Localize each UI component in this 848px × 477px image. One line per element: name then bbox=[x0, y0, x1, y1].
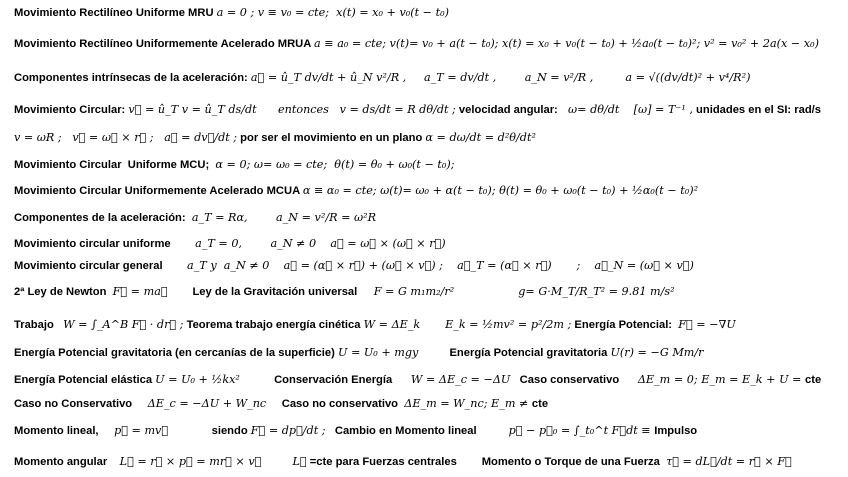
line-formula: U = U₀ + ½kx² bbox=[155, 373, 240, 386]
formula-line bbox=[14, 424, 697, 438]
line-label: Componentes intrínsecas de la aceleración: bbox=[14, 72, 251, 84]
formula-line bbox=[14, 455, 792, 469]
line-formula: ΔE_m = W_nc; E_m ≠ bbox=[404, 397, 532, 410]
line-formula: W = ΔE_c = −ΔU bbox=[410, 373, 511, 386]
formula-line bbox=[14, 131, 536, 145]
line-formula: W = ∫_A^B F⃗ · dr⃗ ; bbox=[63, 318, 184, 331]
formula-line bbox=[14, 346, 704, 360]
line-formula: a_T y a_N ≠ 0 a⃗ = (α⃗ × r⃗) + (ω⃗ × v⃗) ; a⃗_T = (α⃗ × r⃗) ; a⃗_N = (ω⃗ × v⃗) bbox=[165, 259, 694, 272]
formula-line bbox=[14, 397, 548, 411]
line-label: Caso conservativo bbox=[510, 374, 638, 386]
line-formula: F⃗ = ma⃗ bbox=[112, 285, 168, 298]
line-label: Movimiento circular general bbox=[14, 260, 166, 272]
line-label: 2ª Ley de Newton bbox=[14, 286, 113, 298]
line-formula: a = 0 ; v ≡ v₀ = cte; x(t) = x₀ + v₀(t − t₀) bbox=[216, 6, 449, 19]
line-formula: L⃗ bbox=[292, 455, 307, 468]
line-label: Trabajo bbox=[14, 319, 64, 331]
line-label: Movimiento Rectilíneo Uniforme MRU bbox=[14, 7, 217, 19]
line-label: cte bbox=[531, 398, 549, 410]
line-formula: a_T = 0, a_N ≠ 0 a⃗ = ω⃗ × (ω⃗ × r⃗) bbox=[173, 237, 446, 250]
line-label: unidades en el SI: rad/s bbox=[692, 104, 822, 116]
line-formula: α = dω/dt = d²θ/dt² bbox=[425, 131, 536, 144]
line-formula: F = G m₁m₂/r² bbox=[366, 285, 455, 298]
line-formula: L⃗ = r⃗ × p⃗ = mr⃗ × v⃗ bbox=[119, 455, 262, 468]
line-formula: a ≡ a₀ = cte; v(t)= v₀ + a(t − t₀); x(t) = x₀ + v₀(t − t₀) + ½a₀(t − t₀)²; v² = v₀² + 2a(x − x₀) bbox=[314, 37, 819, 50]
formula-line bbox=[14, 318, 736, 332]
line-label: Momento angular bbox=[14, 456, 120, 468]
line-formula: U = U₀ + mgy bbox=[337, 346, 419, 359]
line-label: Momento lineal, bbox=[14, 425, 115, 437]
line-label: Teorema trabajo energía cinética bbox=[183, 319, 364, 331]
formula-line bbox=[14, 259, 694, 273]
line-formula: v⃗ = û_T v = û_T ds/dt entonces v = ds/dt = R dθ/dt ; bbox=[128, 103, 456, 116]
line-label: Movimiento Circular Uniforme MCU; bbox=[14, 159, 216, 171]
line-label: =cte para Fuerzas centrales Momento o Torque de una Fuerza bbox=[306, 456, 667, 468]
line-formula: v = ωR ; v⃗ = ω⃗ × r⃗ ; a⃗ = dv⃗/dt ; bbox=[14, 131, 238, 144]
line-label: Componentes de la aceleración: bbox=[14, 212, 192, 224]
line-formula: ω= dθ/dt [ω] = T⁻¹ , bbox=[560, 103, 693, 116]
line-formula: p⃗ − p⃗₀ = ∫_t₀^t F⃗dt ≡ bbox=[501, 424, 655, 437]
line-label: Movimiento circular uniforme bbox=[14, 238, 174, 250]
line-formula: a⃗ = û_T dv/dt + û_N v²/R , a_T = dv/dt , a_N = v²/R , a = √((dv/dt)² + v⁴/R²) bbox=[250, 71, 751, 84]
line-formula: α ≡ α₀ = cte; ω(t)= ω₀ + α(t − t₀); θ(t) = θ₀ + ω₀(t − t₀) + ½α₀(t − t₀)² bbox=[302, 184, 699, 197]
line-formula: g= G·M_T/R_T² = 9.81 m/s² bbox=[454, 285, 675, 298]
formula-line bbox=[14, 184, 698, 198]
line-label: Ley de la Gravitación universal bbox=[167, 286, 367, 298]
line-formula: U(r) = −G Mm/r bbox=[610, 346, 704, 359]
line-formula: F⃗ = dp⃗/dt ; bbox=[250, 424, 326, 437]
line-formula: τ⃗ = dL⃗/dt = r⃗ × F⃗ bbox=[666, 455, 792, 468]
line-formula: W = ΔE_k E_k = ½mv² = p²/2m ; bbox=[363, 318, 572, 331]
line-label: por ser el movimiento en un plano bbox=[237, 132, 426, 144]
line-label: Caso no conservativo bbox=[266, 398, 405, 410]
formula-line bbox=[14, 211, 376, 225]
line-label: Conservación Energía bbox=[239, 374, 411, 386]
line-formula: ΔE_c = −ΔU + W_nc bbox=[147, 397, 267, 410]
line-label: Cambio en Momento lineal bbox=[325, 425, 502, 437]
formula-line bbox=[14, 285, 675, 299]
formula-line bbox=[14, 158, 455, 172]
formula-line bbox=[14, 237, 446, 251]
line-label: Caso no Conservativo bbox=[14, 398, 148, 410]
formula-line bbox=[14, 6, 449, 20]
formula-line bbox=[14, 37, 819, 51]
line-formula: p⃗ = mv⃗ bbox=[114, 424, 169, 437]
line-label: Energía Potencial gravitatoria bbox=[418, 347, 611, 359]
line-label: Energía Potencial gravitatoria (en cercanías de la superficie) bbox=[14, 347, 338, 359]
line-label bbox=[261, 456, 292, 468]
line-label: siendo bbox=[168, 425, 251, 437]
line-label: cte bbox=[805, 374, 822, 386]
formula-line bbox=[14, 103, 821, 117]
line-label: Energía Potencial: bbox=[571, 319, 679, 331]
line-label: Movimiento Circular Uniformemente Acelerado MCUA bbox=[14, 185, 303, 197]
line-label: Energía Potencial elástica bbox=[14, 374, 156, 386]
line-label: Movimiento Circular: bbox=[14, 104, 129, 116]
line-formula: α = 0; ω= ω₀ = cte; θ(t) = θ₀ + ω₀(t − t₀); bbox=[215, 158, 455, 171]
line-label: velocidad angular: bbox=[455, 104, 561, 116]
line-formula: F⃗ = −∇U bbox=[678, 318, 736, 331]
line-formula: a_T = Rα, a_N = v²/R = ω²R bbox=[191, 211, 377, 224]
line-formula: ΔE_m = 0; E_m = E_k + U = bbox=[637, 373, 805, 386]
formula-line bbox=[14, 71, 750, 85]
line-label: Impulso bbox=[654, 425, 698, 437]
line-label: Movimiento Rectilíneo Uniformemente Acelerado MRUA bbox=[14, 38, 315, 50]
formula-line bbox=[14, 373, 821, 387]
